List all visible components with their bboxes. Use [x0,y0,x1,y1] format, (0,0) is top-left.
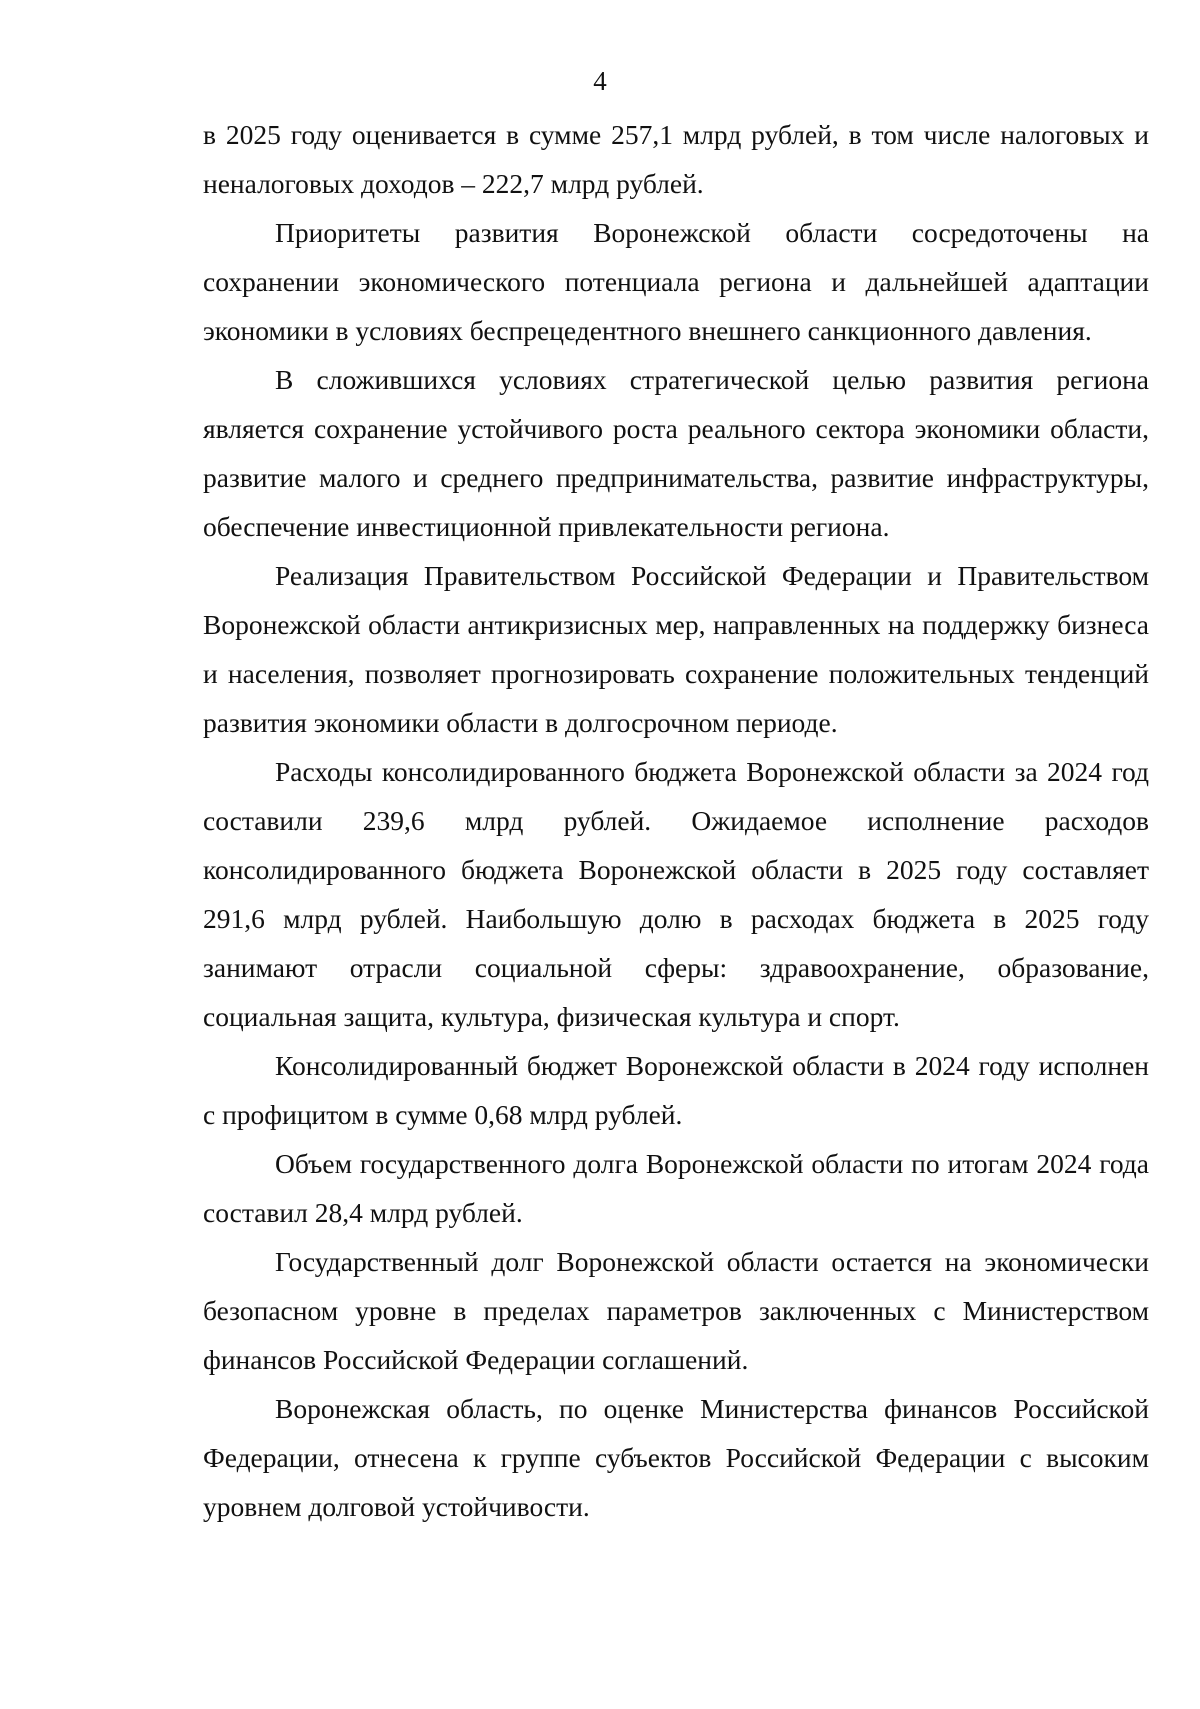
paragraph-strategic-goal: В сложившихся условиях стратегической целью развития региона является сохранение устойчивого роста реального сектора экономики области, развитие малого и среднего предпринимательства, развитие инфраструктуры, обеспечение инвестиционной привлекательности региона. [203,364,1149,542]
paragraph-revenue-2025: в 2025 году оценивается в сумме 257,1 млрд рублей, в том числе налоговых и неналоговых доходов – 222,7 млрд рублей. [203,119,1149,199]
paragraph-anti-crisis-measures: Реализация Правительством Российской Федерации и Правительством Воронежской области антикризисных мер, направленных на поддержку бизнеса и населения, позволяет прогнозировать сохранение положительных тенденций развития экономики области в долгосрочном периоде. [203,560,1149,738]
paragraph-public-debt-volume: Объем государственного долга Воронежской области по итогам 2024 года составил 28,4 млрд рублей. [203,1148,1149,1228]
paragraph-development-priorities: Приоритеты развития Воронежской области сосредоточены на сохранении экономического потенциала региона и дальнейшей адаптации экономики в условиях беспрецедентного внешнего санкционного давления. [203,217,1149,346]
paragraph-budget-expenditures: Расходы консолидированного бюджета Воронежской области за 2024 год составили 239,6 млрд рублей. Ожидаемое исполнение расходов консолидированного бюджета Воронежской области в 2025 году составляет 291,6 млрд рублей. Наибольшую долю в расходах бюджета в 2025 году занимают отрасли социальной сферы: здравоохранение, образование, социальная защита, культура, физическая культура и спорт. [203,756,1149,1032]
paragraph-debt-sustainability: Воронежская область, по оценке Министерства финансов Российской Федерации, отнесена к группе субъектов Российской Федерации с высоким уровнем долговой устойчивости. [203,1393,1149,1522]
page-number: 4 [593,66,607,96]
paragraph-budget-surplus: Консолидированный бюджет Воронежской области в 2024 году исполнен с профицитом в сумме 0,68 млрд рублей. [203,1050,1149,1130]
document-body [203,110,1149,1531]
paragraph-debt-safety-level: Государственный долг Воронежской области остается на экономически безопасном уровне в пределах параметров заключенных с Министерством финансов Российской Федерации соглашений. [203,1246,1149,1375]
